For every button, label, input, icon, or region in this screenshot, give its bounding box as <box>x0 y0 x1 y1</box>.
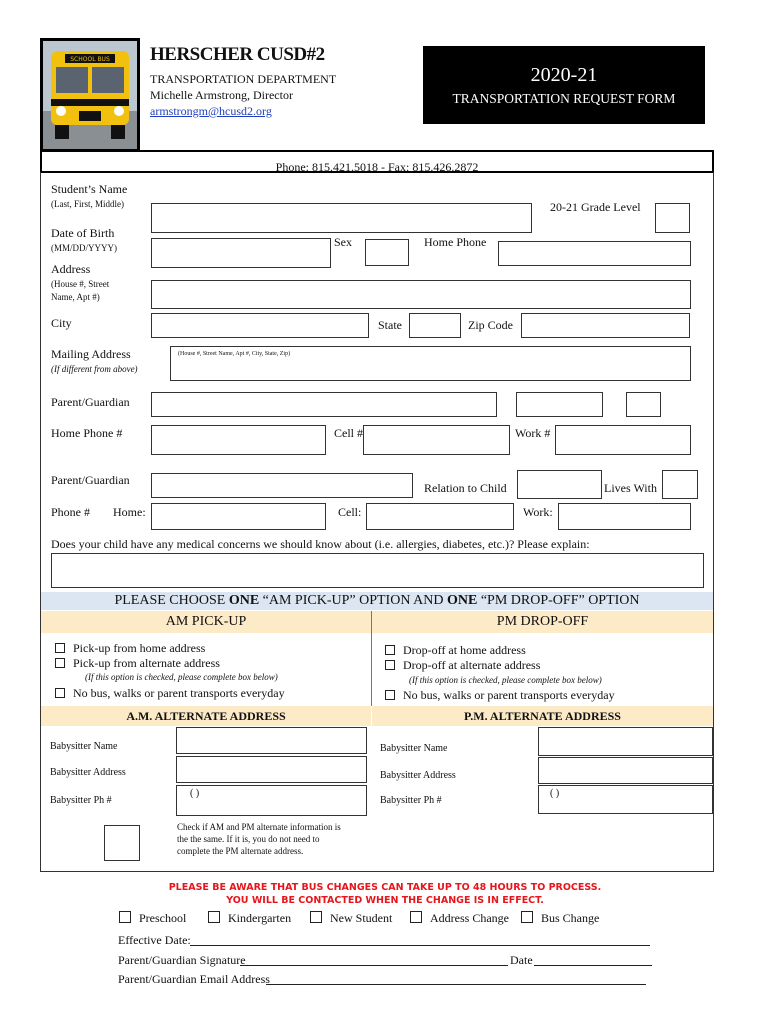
city-field[interactable] <box>151 313 369 338</box>
pm-phone-paren: ( ) <box>550 788 560 799</box>
parent1-home-phone-label: Home Phone # <box>51 426 123 440</box>
date-label: Date <box>510 953 533 967</box>
check-new-student[interactable] <box>310 911 392 926</box>
checkbox-icon[interactable] <box>521 911 533 923</box>
am-pickup-title: AM PICK-UP <box>165 614 247 629</box>
sex-field[interactable] <box>365 239 409 266</box>
director-name: Michelle Armstrong, Director <box>150 88 293 102</box>
pm-option-note: (If this option is checked, please complete box below) <box>409 675 602 685</box>
home-phone-label: Home Phone <box>424 235 487 249</box>
am-option-home-label: Pick-up from home address <box>73 641 206 655</box>
same-note-2: the the same. If it is, you do not need to <box>177 834 320 844</box>
student-name-hint: (Last, First, Middle) <box>51 199 124 209</box>
parent1-name-field[interactable] <box>151 392 497 417</box>
state-field[interactable] <box>409 313 461 338</box>
warning-line-1: PLEASE BE AWARE THAT BUS CHANGES CAN TAKE UP TO 48 HOURS TO PROCESS. <box>168 882 602 893</box>
checkbox-icon[interactable] <box>119 911 131 923</box>
dob-field[interactable] <box>151 238 331 268</box>
parent2-home-label: Home: <box>113 505 146 519</box>
address-hint-2: Name, Apt #) <box>51 292 100 302</box>
parent1-cell-label: Cell # <box>334 426 363 440</box>
sex-label: Sex <box>334 235 352 249</box>
zip-label: Zip Code <box>468 318 513 332</box>
grade-level-label: 20-21 Grade Level <box>550 200 641 214</box>
effective-date-line[interactable] <box>190 945 650 946</box>
checkbox-icon[interactable] <box>55 643 65 653</box>
address-label: Address <box>51 262 91 276</box>
check-kindergarten-label: Kindergarten <box>228 911 292 925</box>
lives-with-field[interactable] <box>662 470 698 499</box>
parent1-work-label: Work # <box>515 426 551 440</box>
banner-text-1: PLEASE CHOOSE <box>114 593 229 608</box>
check-address-change-label: Address Change <box>430 911 509 925</box>
pm-sitter-address-label: Babysitter Address <box>380 770 456 781</box>
email-line[interactable] <box>266 984 646 985</box>
same-note-1: Check if AM and PM alternate information is <box>177 822 341 832</box>
lives-with-label: Lives With <box>604 481 657 495</box>
parent2-name-field[interactable] <box>151 473 413 498</box>
pm-option-home[interactable] <box>385 643 526 658</box>
am-option-none-label: No bus, walks or parent transports everyday <box>73 686 285 700</box>
parent2-work-field[interactable] <box>558 503 691 530</box>
am-alternate-title: A.M. ALTERNATE ADDRESS <box>126 709 286 723</box>
mailing-address-label: Mailing Address <box>51 347 131 361</box>
contact-bar <box>40 150 714 173</box>
parent2-work-label: Work: <box>523 505 553 519</box>
banner-one-2: ONE <box>447 593 478 608</box>
pm-option-none-label: No bus, walks or parent transports everyday <box>403 688 615 702</box>
parent1-work-field[interactable] <box>555 425 691 455</box>
check-address-change[interactable] <box>410 911 509 926</box>
medical-field[interactable] <box>51 553 704 588</box>
checkbox-icon[interactable] <box>55 658 65 668</box>
pm-sitter-name-label: Babysitter Name <box>380 743 448 754</box>
am-sitter-name-label: Babysitter Name <box>50 741 118 752</box>
am-pickup-header <box>41 611 371 633</box>
am-sitter-address-field[interactable] <box>176 756 367 783</box>
bus-photo <box>40 38 140 152</box>
am-sitter-address-label: Babysitter Address <box>50 767 126 778</box>
mailing-address-hint: (If different from above) <box>51 364 138 374</box>
director-email-link[interactable]: armstrongm@hcusd2.org <box>150 104 272 118</box>
pm-dropoff-header <box>372 611 713 633</box>
pm-sitter-phone-field[interactable] <box>538 785 713 814</box>
relation-to-child-label: Relation to Child <box>424 481 507 495</box>
parent1-relation-field[interactable] <box>516 392 603 417</box>
mailing-field-hint: (House #, Street Name, Apt #, City, State, Zip) <box>178 351 291 357</box>
parent1-label: Parent/Guardian <box>51 395 130 409</box>
home-phone-field[interactable] <box>498 241 691 266</box>
pm-sitter-name-field[interactable] <box>538 727 713 756</box>
address-hint-1: (House #, Street <box>51 279 110 289</box>
address-field[interactable] <box>151 280 691 309</box>
check-kindergarten[interactable] <box>208 911 291 926</box>
banner-text-3: “PM DROP-OFF” OPTION <box>477 593 640 608</box>
date-line[interactable] <box>534 965 652 966</box>
school-year: 2020-21 <box>530 64 598 86</box>
form-title-block <box>423 46 705 124</box>
signature-line[interactable] <box>240 965 508 966</box>
grade-level-field[interactable] <box>655 203 690 233</box>
am-option-alternate[interactable] <box>55 656 220 671</box>
check-bus-change[interactable] <box>521 911 599 926</box>
same-as-am-checkbox[interactable] <box>104 825 140 861</box>
checkbox-icon[interactable] <box>385 645 395 655</box>
city-label: City <box>51 316 72 330</box>
pm-option-none[interactable] <box>385 688 615 703</box>
pm-alternate-title: P.M. ALTERNATE ADDRESS <box>464 709 621 723</box>
am-option-home[interactable] <box>55 641 205 656</box>
pm-sitter-address-field[interactable] <box>538 757 713 784</box>
checkbox-icon[interactable] <box>55 688 65 698</box>
same-note-3: complete the PM alternate address. <box>177 846 304 856</box>
parent2-phone-label: Phone # <box>51 505 90 519</box>
parent2-home-field[interactable] <box>151 503 326 530</box>
school-bus-icon <box>43 41 137 149</box>
banner-text-2: “AM PICK-UP” OPTION AND <box>259 593 447 608</box>
bus-sign-text: SCHOOL BUS <box>70 56 110 63</box>
parent1-cell-field[interactable] <box>363 425 510 455</box>
dob-hint: (MM/DD/YYYY) <box>51 243 117 253</box>
am-option-note: (If this option is checked, please complete box below) <box>85 672 278 682</box>
am-sitter-phone-label: Babysitter Ph # <box>50 795 112 806</box>
checkbox-icon[interactable] <box>310 911 322 923</box>
pm-option-alternate[interactable] <box>385 658 540 673</box>
check-preschool[interactable] <box>119 911 186 926</box>
district-title: HERSCHER CUSD#2 <box>150 44 325 65</box>
effective-date-label: Effective Date: <box>118 933 191 947</box>
relation-to-child-field[interactable] <box>517 470 602 499</box>
student-name-label: Student’s Name <box>51 182 128 196</box>
pm-sitter-phone-label: Babysitter Ph # <box>380 795 442 806</box>
am-option-none[interactable] <box>55 686 285 701</box>
options-banner <box>41 592 713 610</box>
state-label: State <box>378 318 402 332</box>
options-divider <box>371 611 372 706</box>
am-alternate-header <box>41 706 371 726</box>
pm-option-home-label: Drop-off at home address <box>403 643 526 657</box>
banner-one-1: ONE <box>228 593 260 608</box>
warning-line-2: YOU WILL BE CONTACTED WHEN THE CHANGE IS IN EFFECT. <box>226 895 544 906</box>
checkbox-icon[interactable] <box>410 911 422 923</box>
zip-field[interactable] <box>521 313 690 338</box>
check-new-student-label: New Student <box>330 911 393 925</box>
pm-dropoff-title: PM DROP-OFF <box>496 614 589 629</box>
checkbox-icon[interactable] <box>208 911 220 923</box>
signature-label: Parent/Guardian Signature <box>118 953 246 967</box>
phone-fax: Phone: 815.421.5018 - Fax: 815.426.2872 <box>275 160 479 174</box>
checkbox-icon[interactable] <box>385 690 395 700</box>
am-phone-paren: ( ) <box>190 788 200 799</box>
parent1-extra-field[interactable] <box>626 392 661 417</box>
pm-alternate-header <box>372 706 713 726</box>
department-name: TRANSPORTATION DEPARTMENT <box>150 72 337 86</box>
check-bus-change-label: Bus Change <box>541 911 600 925</box>
email-label: Parent/Guardian Email Address <box>118 972 270 986</box>
am-option-alternate-label: Pick-up from alternate address <box>73 656 220 670</box>
form-title: TRANSPORTATION REQUEST FORM <box>452 91 676 106</box>
am-sitter-name-field[interactable] <box>176 727 367 754</box>
parent2-cell-label: Cell: <box>338 505 362 519</box>
am-sitter-phone-field[interactable] <box>176 785 367 816</box>
dob-label: Date of Birth <box>51 226 115 240</box>
parent2-label: Parent/Guardian <box>51 473 130 487</box>
student-name-field[interactable] <box>151 203 532 233</box>
parent1-home-phone-field[interactable] <box>151 425 326 455</box>
parent2-cell-field[interactable] <box>366 503 514 530</box>
check-preschool-label: Preschool <box>139 911 187 925</box>
medical-question: Does your child have any medical concerns we should know about (i.e. allergies, diabetes, etc.)? Please explain: <box>51 537 590 551</box>
pm-option-alternate-label: Drop-off at alternate address <box>403 658 541 672</box>
checkbox-icon[interactable] <box>385 660 395 670</box>
